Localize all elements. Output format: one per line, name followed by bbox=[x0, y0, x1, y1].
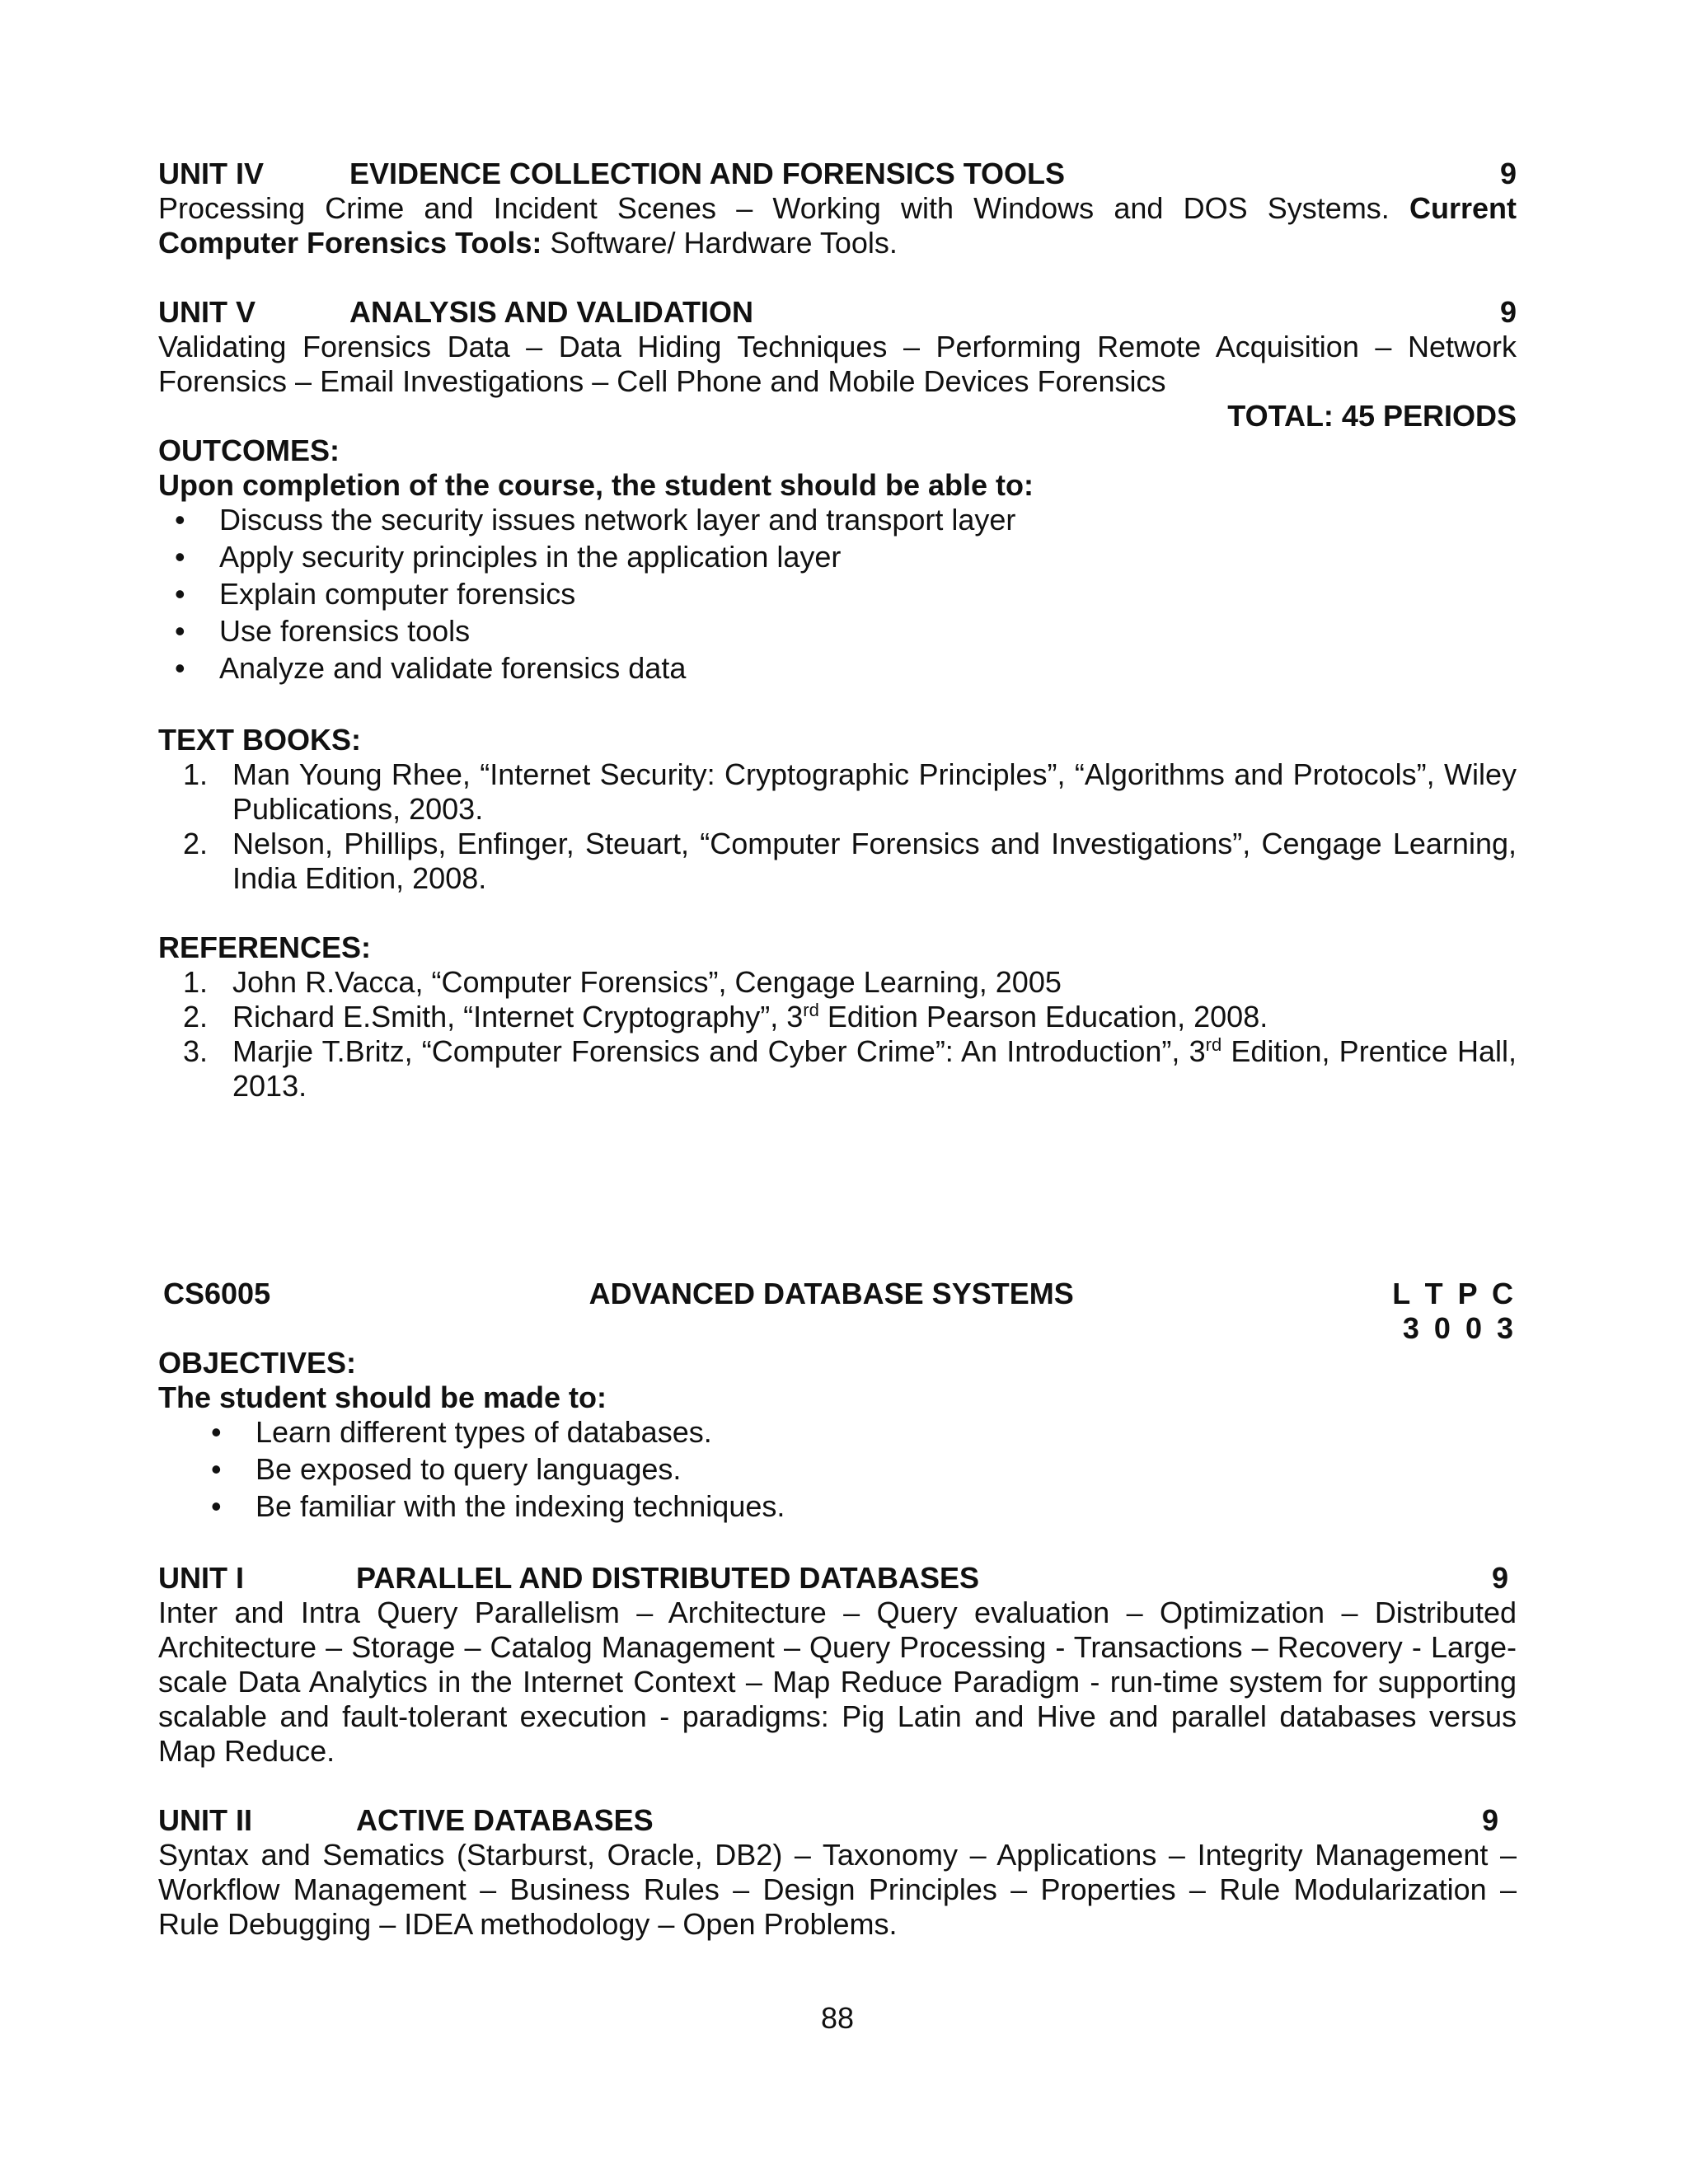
bullet-icon: • bbox=[211, 1489, 222, 1523]
unit-4-header bbox=[158, 157, 1517, 191]
unit-2-label: UNIT II bbox=[158, 1803, 252, 1837]
unit-4-hours: 9 bbox=[1499, 157, 1517, 190]
unit-1-hours: 9 bbox=[1491, 1561, 1508, 1595]
course-code: CS6005 bbox=[163, 1277, 271, 1310]
unit-2-hours: 9 bbox=[1481, 1803, 1498, 1837]
list-item: 2. Nelson, Phillips, Enfinger, Steuart, “Computer Forensics and Investigations”, Cengage Learning, India Edition, 2008. bbox=[183, 827, 1517, 895]
unit-5-label: UNIT V bbox=[158, 295, 256, 329]
list-item: 2. Richard E.Smith, “Internet Cryptography”, 3rd Edition Pearson Education, 2008. bbox=[183, 1000, 1268, 1033]
objectives-list bbox=[158, 1415, 1517, 1526]
textbooks-list bbox=[158, 757, 1517, 896]
list-item: • Apply security principles in the application layer bbox=[175, 540, 842, 574]
unit-4-body-bold: Current Computer Forensics Tools: bbox=[158, 191, 1517, 260]
bullet-icon: • bbox=[175, 651, 185, 685]
list-item: • Explain computer forensics bbox=[175, 577, 576, 611]
outcomes-heading: OUTCOMES: bbox=[158, 434, 340, 467]
list-item: • Discuss the security issues network layer and transport layer bbox=[175, 503, 1016, 537]
unit-1-label: UNIT I bbox=[158, 1561, 244, 1595]
unit-4-label: UNIT IV bbox=[158, 157, 265, 190]
unit-2-title: ACTIVE DATABASES bbox=[356, 1803, 654, 1837]
bullet-icon: • bbox=[175, 577, 185, 611]
course-title: ADVANCED DATABASE SYSTEMS bbox=[588, 1277, 1074, 1310]
list-item: • Be exposed to query languages. bbox=[211, 1452, 682, 1486]
list-item: 1. Man Young Rhee, “Internet Security: Cryptographic Principles”, “Algorithms and Protocols”, Wiley Publications, 2003. bbox=[183, 757, 1517, 826]
bullet-icon: • bbox=[175, 614, 185, 648]
unit-2-body: Syntax and Sematics (Starburst, Oracle, DB2) – Taxonomy – Applications – Integrity Management – Workflow Management – Business Rules – Design Principles – Properties – Rule Modularization – Rule Debugging – IDEA methodology – Open Problems. bbox=[158, 1838, 1517, 1941]
unit-1-title: PARALLEL AND DISTRIBUTED DATABASES bbox=[356, 1561, 979, 1595]
page-number: 88 bbox=[820, 2001, 855, 2035]
objectives-heading: OBJECTIVES: bbox=[158, 1346, 357, 1380]
bullet-icon: • bbox=[175, 503, 185, 537]
ltpc-values: 3 0 0 3 bbox=[1402, 1311, 1517, 1345]
references-list bbox=[158, 965, 1517, 1104]
unit-5-body: Validating Forensics Data – Data Hiding Techniques – Performing Remote Acquisition – Network Forensics – Email Investigations – Cell Phone and Mobile Devices Forensics bbox=[158, 330, 1517, 398]
list-item: • Use forensics tools bbox=[175, 614, 471, 648]
list-item: • Analyze and validate forensics data bbox=[175, 651, 687, 685]
ltpc-heading: L T P C bbox=[1392, 1277, 1517, 1310]
list-item: 3. Marjie T.Britz, “Computer Forensics and Cyber Crime”: An Introduction”, 3rd Edition, Prentice Hall, 2013. bbox=[183, 1034, 1517, 1103]
unit-1-body: Inter and Intra Query Parallelism – Architecture – Query evaluation – Optimization – Distributed Architecture – Storage – Catalog Management – Query Processing - Transactions – Recovery - Large-scale Data Analytics in the Internet Context – Map Reduce Paradigm - run-time system for supporting scalable and fault-tolerant execution - paradigms: Pig Latin and Hive and parallel databases versus Map Reduce. bbox=[158, 1596, 1517, 1768]
list-item: 1. John R.Vacca, “Computer Forensics”, Cengage Learning, 2005 bbox=[183, 965, 1062, 999]
outcomes-intro: Upon completion of the course, the student should be able to: bbox=[158, 468, 1034, 502]
bullet-icon: • bbox=[175, 540, 185, 574]
references-heading: REFERENCES: bbox=[158, 930, 372, 964]
unit-5-hours: 9 bbox=[1499, 295, 1517, 329]
course-header bbox=[158, 1277, 1517, 1311]
objectives-intro: The student should be made to: bbox=[158, 1380, 607, 1414]
unit-5-header bbox=[158, 295, 1517, 330]
bullet-icon: • bbox=[211, 1415, 222, 1449]
unit-5-title: ANALYSIS AND VALIDATION bbox=[349, 295, 754, 329]
outcomes-list bbox=[158, 503, 1517, 688]
total-periods: TOTAL: 45 PERIODS bbox=[1227, 399, 1517, 433]
document-page bbox=[158, 157, 1517, 1942]
unit-4-title: EVIDENCE COLLECTION AND FORENSICS TOOLS bbox=[349, 157, 1066, 190]
bullet-icon: • bbox=[211, 1452, 222, 1486]
unit-2-header bbox=[158, 1803, 1517, 1838]
list-item: • Learn different types of databases. bbox=[211, 1415, 712, 1449]
unit-1-header bbox=[158, 1561, 1517, 1596]
unit-4-body-tail: Software/ Hardware Tools. bbox=[542, 226, 898, 260]
unit-4-body bbox=[158, 191, 1517, 260]
textbooks-heading: TEXT BOOKS: bbox=[158, 723, 362, 757]
unit-4-body-text: Processing Crime and Incident Scenes – Working with Windows and DOS Systems. bbox=[158, 191, 1409, 225]
list-item: • Be familiar with the indexing techniques. bbox=[211, 1489, 785, 1523]
